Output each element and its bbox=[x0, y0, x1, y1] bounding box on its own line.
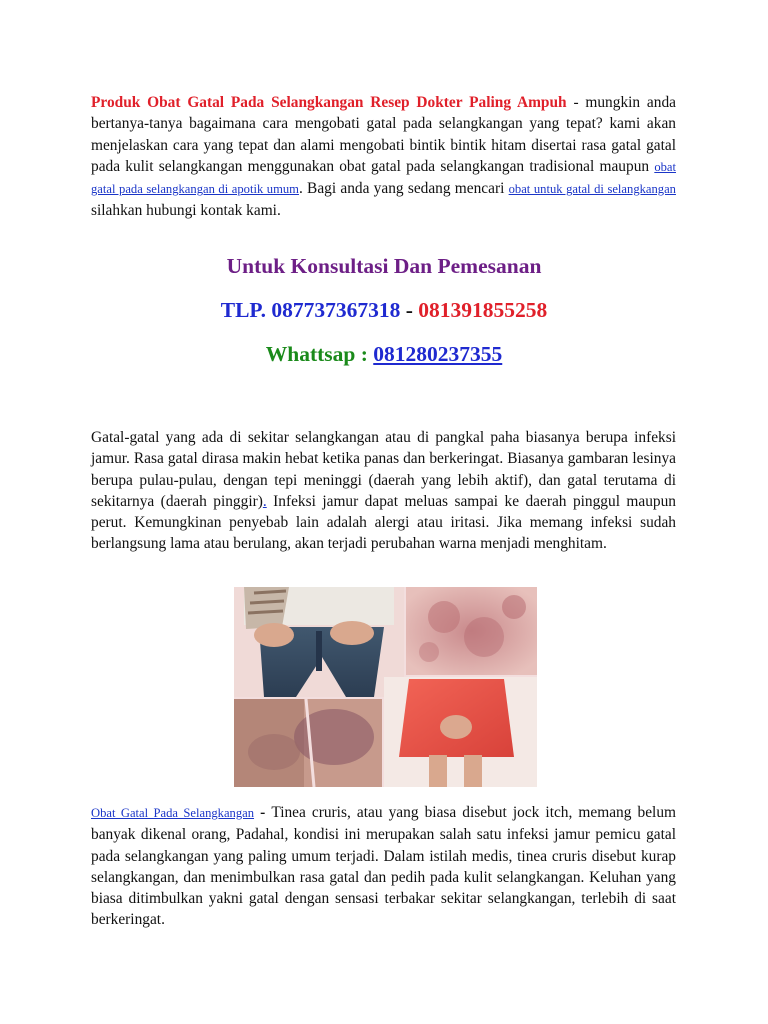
rash-closeup-image bbox=[234, 699, 382, 787]
intro-text-3: silahkan hubungi kontak kami. bbox=[91, 202, 281, 220]
link-obat-untuk-gatal[interactable]: obat untuk gatal di selangkangan bbox=[508, 182, 676, 197]
intro-paragraph bbox=[91, 92, 676, 222]
paragraph-2-text-2: Infeksi jamur dapat meluas sampai ke daerah pinggul maupun perut. Kemungkinan penyebab lain adalah alergi atau iritasi. Jika memang infeksi sudah berlangsung lama atau berulang, akan terjadi perubahan warna menjadi menghitam. bbox=[91, 492, 676, 553]
intro-text-1: - mungkin anda bertanya-tanya bagaimana cara mengobati gatal pada selangkangan yang tepat? kami akan menjelaskan cara yang tepat dan alami mengobati bintik bintik hitam disertai rasa gatal gatal pada kulit selangkangan menggunakan obat gatal pada selangkangan tradisional maupun bbox=[91, 94, 676, 175]
phone-number-2: 081391855258 bbox=[418, 298, 548, 322]
phone-number-1: TLP. 087737367318 bbox=[220, 298, 401, 322]
paragraph-tinea-cruris bbox=[91, 802, 676, 931]
intro-text-2: . Bagi anda yang sedang mencari bbox=[298, 180, 509, 198]
whatsapp-number-link[interactable]: 081280237355 bbox=[373, 342, 503, 366]
paragraph-2-text-1: Gatal-gatal yang ada di sekitar selangkangan atau di pangkal paha biasanya berupa infeksi jamur. Rasa gatal dirasa makin hebat ketika panas dan berkeringat. Biasanya gambaran lesinya berupa pulau-pulau, dengan tepi meninggi (daerah yang lebih aktif), dan gatal terutama di sekitarnya (daerah pinggir) bbox=[91, 429, 676, 510]
dot-link[interactable]: . bbox=[262, 492, 267, 510]
intro-title: Produk Obat Gatal Pada Selangkangan Resep Dokter Paling Ampuh bbox=[91, 94, 567, 111]
groin-itch-photo-collage bbox=[234, 587, 537, 787]
consultation-heading: Untuk Konsultasi Dan Pemesanan bbox=[226, 254, 542, 278]
man-jeans-image bbox=[234, 587, 404, 697]
paragraph-jamur bbox=[91, 427, 676, 555]
link-obat-gatal-apotik[interactable]: obat gatal pada selangkangan di apotik umum bbox=[91, 159, 676, 197]
paragraph-3-text: Tinea cruris, atau yang biasa disebut jock itch, memang belum banyak dikenal orang, Padahal, kondisi ini merupakan salah satu infeksi jamur pemicu gatal pada selangkangan yang paling umum terjadi. Dalam istilah medis, tinea cruris disebut kurap selangkangan, dan menimbulkan rasa gatal dan pedih pada kulit selangkangan. Keluhan yang biasa ditimbulkan yakni gatal dengan sensasi terbakar sekitar selangkangan, terlebih di saat berkeringat. bbox=[91, 804, 676, 929]
link-obat-gatal-selangkangan[interactable]: Obat Gatal Pada Selangkangan bbox=[91, 806, 255, 820]
skin-rash-image bbox=[406, 587, 537, 675]
whatsapp-line bbox=[0, 342, 768, 367]
whatsapp-label: Whattsap : bbox=[265, 342, 374, 366]
woman-red-dress-image bbox=[384, 677, 537, 787]
phone-separator: - bbox=[400, 298, 419, 322]
paragraph-3-dash: - bbox=[254, 804, 272, 821]
phone-line bbox=[0, 298, 768, 323]
